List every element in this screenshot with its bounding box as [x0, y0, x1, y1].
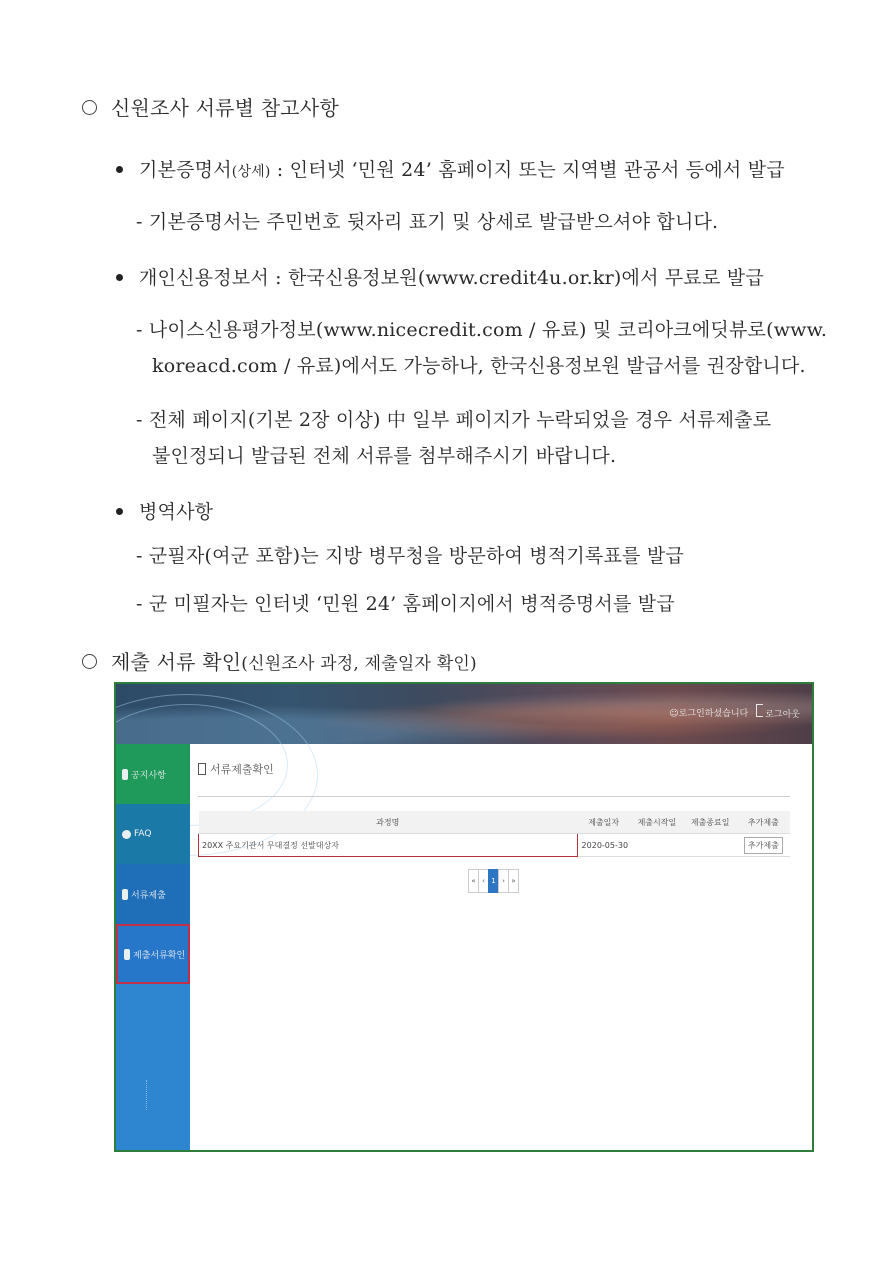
note-line: - 기본증명서는 주민번호 뒷자리 표기 및 상세로 발급받으셔야 합니다. [136, 211, 719, 233]
page-first-button[interactable]: « [468, 869, 479, 893]
column-header: 과정명 [199, 811, 578, 834]
bullet-label: 기본증명서 [139, 159, 232, 181]
embedded-screenshot [114, 682, 814, 1152]
note-line: - 군 미필자는 인터넷 ‘민원 24’ 홈페이지에서 병적증명서를 발급 [136, 593, 675, 615]
note-line: 불인정되니 발급된 전체 서류를 첨부해주시기 바랍니다. [152, 445, 617, 467]
page-prev-button[interactable]: ‹ [478, 869, 489, 893]
action-cell [737, 834, 790, 857]
user-area [669, 704, 800, 720]
header-banner [116, 684, 812, 744]
page-title [198, 754, 790, 784]
bullet-dot-icon [116, 274, 123, 281]
sidebar-item-check-submitted[interactable] [116, 924, 190, 984]
start-date-cell [630, 834, 683, 857]
submit-date-cell: 2020-05-30 [577, 834, 630, 857]
bullet-dot-icon [116, 508, 123, 515]
logout-icon [756, 704, 763, 717]
section-title: 제출 서류 확인 [111, 650, 242, 674]
sidebar-item-submit-documents[interactable] [116, 864, 190, 924]
sidebar-item-label: 서류제출 [131, 890, 166, 901]
note-line: - 전체 페이지(기본 2장 이상) 中 일부 페이지가 누락되었을 경우 서류제출로 [136, 409, 772, 431]
main-content [198, 754, 790, 893]
bullet-basic-certificate [116, 158, 785, 184]
section-title: 신원조사 서류별 참고사항 [111, 96, 339, 120]
speech-bubble-icon [122, 830, 131, 839]
section-heading-reference [82, 96, 339, 120]
document-icon [122, 889, 128, 900]
note-line: - 나이스신용평가정보(www.nicecredit.com / 유료) 및 코리아크에딧뷰로(www. [136, 319, 828, 341]
logout-label: 로그아웃 [765, 710, 800, 720]
logout-button[interactable] [756, 704, 800, 720]
page-last-button[interactable]: » [508, 869, 519, 893]
bullet-text: : 인터넷 ‘민원 24’ 홈페이지 또는 지역별 관공서 등에서 발급 [270, 159, 785, 181]
section-heading-submission-check [82, 650, 477, 676]
sidebar-item-label: 제출서류확인 [133, 950, 186, 961]
sidebar-decoration [146, 1080, 157, 1110]
page-title-text: 서류제출확인 [210, 763, 274, 776]
column-header: 제출종료일 [684, 811, 737, 834]
column-header: 제출일자 [577, 811, 630, 834]
page-current-button[interactable]: 1 [488, 869, 499, 893]
bullet-label-small: (상세) [231, 164, 271, 180]
section-title-note: (신원조사 과정, 제출일자 확인) [241, 654, 477, 674]
microphone-icon [122, 769, 128, 780]
checklist-icon [124, 949, 130, 960]
additional-submit-button[interactable]: 추가제출 [744, 837, 783, 854]
submission-table [198, 811, 790, 857]
divider [198, 796, 790, 797]
sidebar-item-notice[interactable] [116, 744, 190, 804]
list-icon [198, 763, 206, 775]
end-date-cell [684, 834, 737, 857]
sidebar-item-label: FAQ [134, 829, 152, 839]
table-header-row [199, 811, 791, 834]
column-header: 제출시작일 [630, 811, 683, 834]
circle-bullet-icon [82, 654, 97, 669]
sidebar-item-faq[interactable] [116, 804, 190, 864]
bullet-dot-icon [116, 166, 123, 173]
note-line: - 군필자(여군 포함)는 지방 병무청을 방문하여 병적기록표를 발급 [136, 545, 684, 567]
circle-bullet-icon [82, 100, 97, 115]
bullet-military-service [116, 500, 213, 524]
note-line: koreacd.com / 유료)에서도 가능하나, 한국신용정보원 발급서를 권장합니다. [152, 355, 806, 377]
bullet-text: 병역사항 [139, 501, 214, 523]
column-header: 추가제출 [737, 811, 790, 834]
sidebar [116, 744, 190, 1150]
table-row [199, 834, 791, 857]
login-status: ☺로그인하셨습니다 [669, 708, 749, 719]
bullet-credit-report [116, 266, 764, 290]
bullet-text: 개인신용정보서 : 한국신용정보원(www.credit4u.or.kr)에서 무료로 발급 [139, 267, 764, 289]
pagination [198, 869, 790, 893]
course-name-cell[interactable]: 20XX 주요기관서 무대결정 선발대상자 [199, 834, 578, 857]
page-next-button[interactable]: › [498, 869, 509, 893]
sidebar-item-label: 공지사항 [131, 770, 166, 781]
